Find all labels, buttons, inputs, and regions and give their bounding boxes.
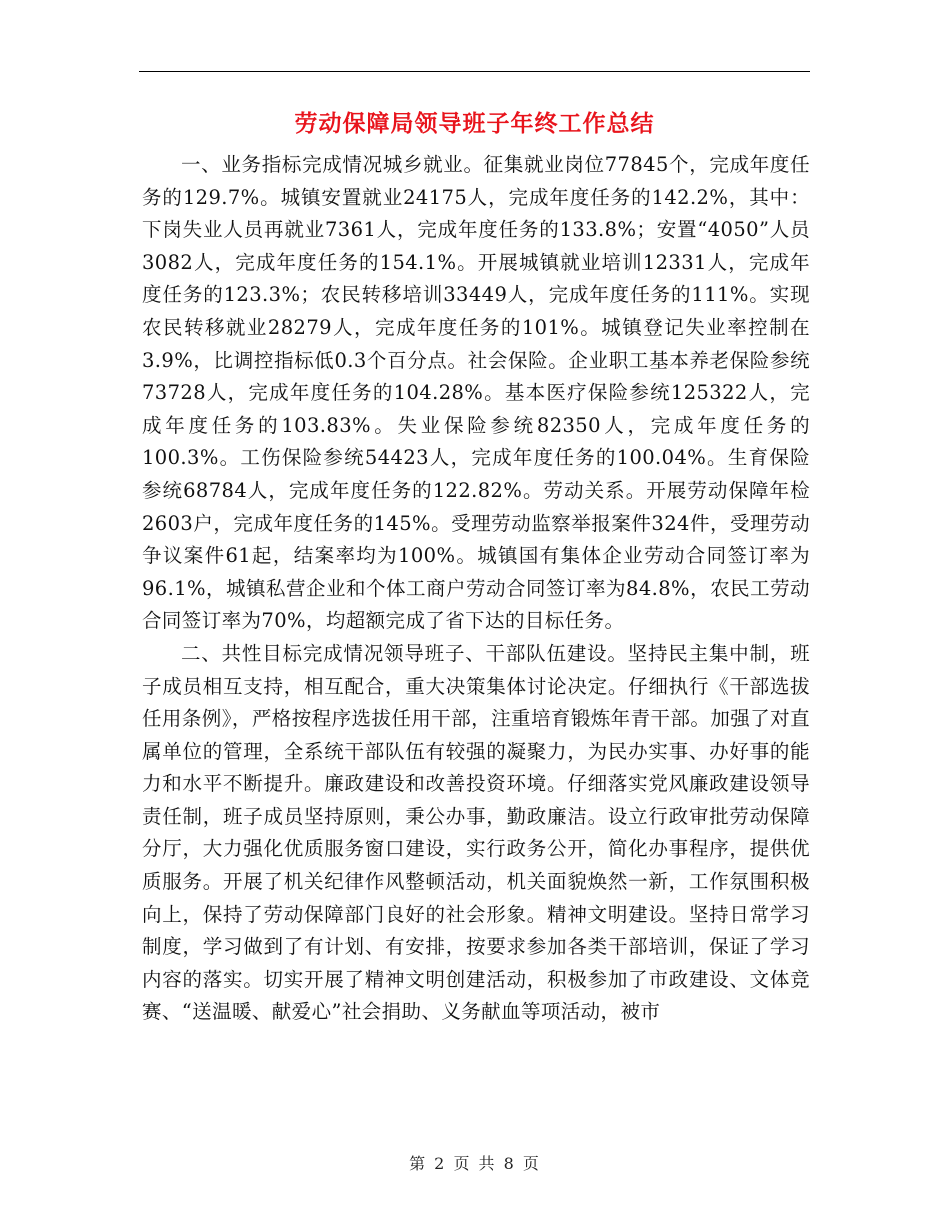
paragraph-2: 二、共性目标完成情况领导班子、干部队伍建设。坚持民主集中制，班子成员相互支持，相互配合，重大决策集体讨论决定。仔细执行《干部选拔任用条例》，严格按程序选拔任用干部，注重培育锻炼年青干部。加强了对直属单位的管理，全系统干部队伍有较强的凝聚力，为民办实事、办好事的能力和水平不断提升。廉政建设和改善投资环境。仔细落实党风廉政建设领导责任制，班子成员坚持原则，秉公办事，勤政廉洁。设立行政审批劳动保障分厅，大力强化优质服务窗口建设，实行政务公开，简化办事程序，提供优质服务。开展了机关纪律作风整顿活动，机关面貌焕然一新，工作氛围积极向上，保持了劳动保障部门良好的社会形象。精神文明建设。坚持日常学习制度，学习做到了有计划、有安排，按要求参加各类干部培训，保证了学习内容的落实。切实开展了精神文明创建活动，积极参加了市政建设、文体竞赛、“送温暖、献爱心”社会捐助、义务献血等项活动，被市 — [142, 641, 810, 1024]
paragraph-1: 一、业务指标完成情况城乡就业。征集就业岗位77845个，完成年度任务的129.7%。城镇安置就业24175人，完成年度任务的142.2%，其中：下岗失业人员再就业7361人，完成年度任务的133.8%；安置“4050”人员3082人，完成年度任务的154.1%。开展城镇就业培训12331人，完成年度任务的123.3%；农民转移培训33449人，完成年度任务的111%。实现农民转移就业28279人，完成年度任务的101%。城镇登记失业率控制在3.9%，比调控指标低0.3个百分点。社会保险。企业职工基本养老保险参统73728人，完成年度任务的104.28%。基本医疗保险参统125322人，完成年度任务的103.83%。失业保险参统82350人，完成年度任务的100.3%。工伤保险参统54423人，完成年度任务的100.04%。生育保险参统68784人，完成年度任务的122.82%。劳动关系。开展劳动保障年检2603户，完成年度任务的145%。受理劳动监察举报案件324件，受理劳动争议案件61起，结案率均为100%。城镇国有集体企业劳动合同签订率为96.1%，城镇私营企业和个体工商户劳动合同签订率为84.8%，农民工劳动合同签订率为70%，均超额完成了省下达的目标任务。 — [142, 153, 810, 633]
page-footer: 第 2 页 共 8 页 — [409, 1154, 541, 1173]
header-rule — [139, 71, 810, 72]
document-title: 劳动保障局领导班子年终工作总结 — [294, 110, 655, 137]
document-body — [142, 149, 810, 1029]
